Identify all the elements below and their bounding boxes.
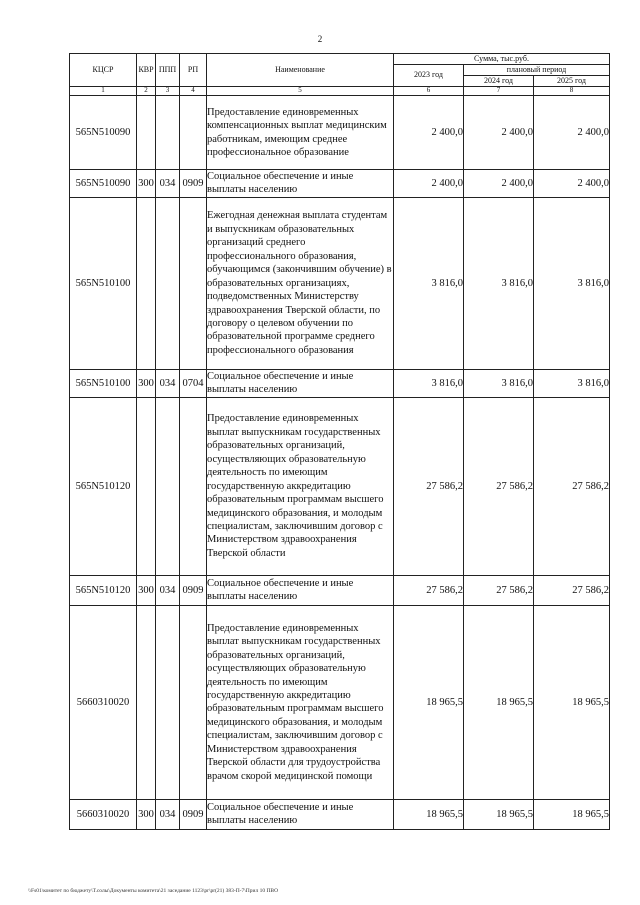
cell-2023: 2 400,0 [394,170,464,198]
table-row [70,397,610,575]
cell-kcsr: 565N510090 [70,96,137,170]
cell-2025: 27 586,2 [534,575,610,605]
cell-2025: 3 816,0 [534,369,610,397]
cell-kvr: 300 [137,799,156,829]
column-number: 4 [180,87,207,96]
column-number: 2 [137,87,156,96]
cell-rp: 0909 [180,575,207,605]
cell-2024: 18 965,5 [464,605,534,799]
cell-kcsr: 565N510120 [70,397,137,575]
cell-kvr [137,96,156,170]
header-2025: 2025 год [534,76,610,87]
column-number: 1 [70,87,137,96]
cell-name: Социальное обеспечение и иные выплаты населению [207,170,394,198]
cell-2023: 2 400,0 [394,96,464,170]
cell-2025: 2 400,0 [534,96,610,170]
column-number: 5 [207,87,394,96]
header-kvr: КВР [137,54,156,87]
table-row [70,197,610,369]
header-planned-period: плановый период [464,65,610,76]
cell-rp: 0909 [180,170,207,198]
cell-kcsr: 565N510090 [70,170,137,198]
cell-rp: 0909 [180,799,207,829]
cell-rp [180,96,207,170]
cell-ppp [156,96,180,170]
cell-rp: 0704 [180,369,207,397]
cell-2025: 18 965,5 [534,799,610,829]
header-2024: 2024 год [464,76,534,87]
column-number: 6 [394,87,464,96]
cell-2024: 3 816,0 [464,197,534,369]
table-row [70,369,610,397]
cell-2025: 18 965,5 [534,605,610,799]
cell-2025: 3 816,0 [534,197,610,369]
cell-kcsr: 565N510120 [70,575,137,605]
budget-table [69,53,610,830]
cell-kvr: 300 [137,369,156,397]
table-row [70,170,610,198]
cell-2025: 2 400,0 [534,170,610,198]
header-rp: РП [180,54,207,87]
table-row [70,605,610,799]
header-sum: Сумма, тыс.руб. [394,54,610,65]
cell-2023: 18 965,5 [394,799,464,829]
cell-name: Социальное обеспечение и иные выплаты населению [207,575,394,605]
header-name: Наименование [207,54,394,87]
cell-2023: 27 586,2 [394,397,464,575]
column-number: 7 [464,87,534,96]
cell-name: Социальное обеспечение и иные выплаты населению [207,799,394,829]
cell-kvr: 300 [137,170,156,198]
header-ppp: ППП [156,54,180,87]
cell-rp [180,197,207,369]
footer-file-path: \\Fs01\комитет по бюджету\Т.солы\Документы комитета\21 заседание 1123\pr\pr(21) 383-П-7\Прил 10 ПВО [28,888,279,894]
cell-rp [180,397,207,575]
column-numbers-row [70,87,610,96]
cell-2024: 18 965,5 [464,799,534,829]
cell-kcsr: 5660310020 [70,799,137,829]
cell-ppp [156,397,180,575]
cell-ppp: 034 [156,799,180,829]
cell-2023: 27 586,2 [394,575,464,605]
cell-2023: 18 965,5 [394,605,464,799]
cell-ppp: 034 [156,170,180,198]
cell-2023: 3 816,0 [394,197,464,369]
header-kcsr: КЦСР [70,54,137,87]
cell-name: Предоставление единовременных компенсационных выплат медицинским работникам, имеющим среднее профессиональное образование [207,96,394,170]
cell-2023: 3 816,0 [394,369,464,397]
cell-name: Предоставление единовременных выплат выпускникам государственных образовательных организаций, осуществляющих образовательную деятельность по имеющим государственную аккредитацию образовательным программам высшего медицинского образования, и молодым специалистам, заключившим договор с Министерством здравоохранения Тверской области для трудоустройства врачом скорой медицинской помощи [207,605,394,799]
cell-kcsr: 565N510100 [70,369,137,397]
cell-2024: 2 400,0 [464,96,534,170]
cell-name: Ежегодная денежная выплата студентам и выпускникам образовательных организаций среднего профессионального образования, обучающимся (закончившим обучение) в образовательных организациях, подведомственных Министерству здравоохранения Тверской области, по договору о целевом обучении по образовательной программе среднего профессионального образования [207,197,394,369]
cell-ppp: 034 [156,575,180,605]
cell-2024: 2 400,0 [464,170,534,198]
column-number: 8 [534,87,610,96]
table-row [70,96,610,170]
cell-kvr: 300 [137,575,156,605]
cell-kvr [137,605,156,799]
cell-2024: 27 586,2 [464,397,534,575]
cell-rp [180,605,207,799]
cell-2025: 27 586,2 [534,397,610,575]
table-row [70,799,610,829]
cell-2024: 3 816,0 [464,369,534,397]
cell-2024: 27 586,2 [464,575,534,605]
cell-kcsr: 5660310020 [70,605,137,799]
cell-ppp [156,605,180,799]
cell-kvr [137,397,156,575]
cell-name: Предоставление единовременных выплат выпускникам государственных образовательных организаций, осуществляющих образовательную деятельность по имеющим государственную аккредитацию образовательным программам высшего медицинского образования, и молодым специалистам, заключившим договор с Министерством здравоохранения Тверской области [207,397,394,575]
cell-ppp [156,197,180,369]
cell-name: Социальное обеспечение и иные выплаты населению [207,369,394,397]
cell-kcsr: 565N510100 [70,197,137,369]
page-number: 2 [317,34,323,44]
header-2023: 2023 год [394,65,464,87]
column-number: 3 [156,87,180,96]
cell-ppp: 034 [156,369,180,397]
cell-kvr [137,197,156,369]
table-row [70,575,610,605]
